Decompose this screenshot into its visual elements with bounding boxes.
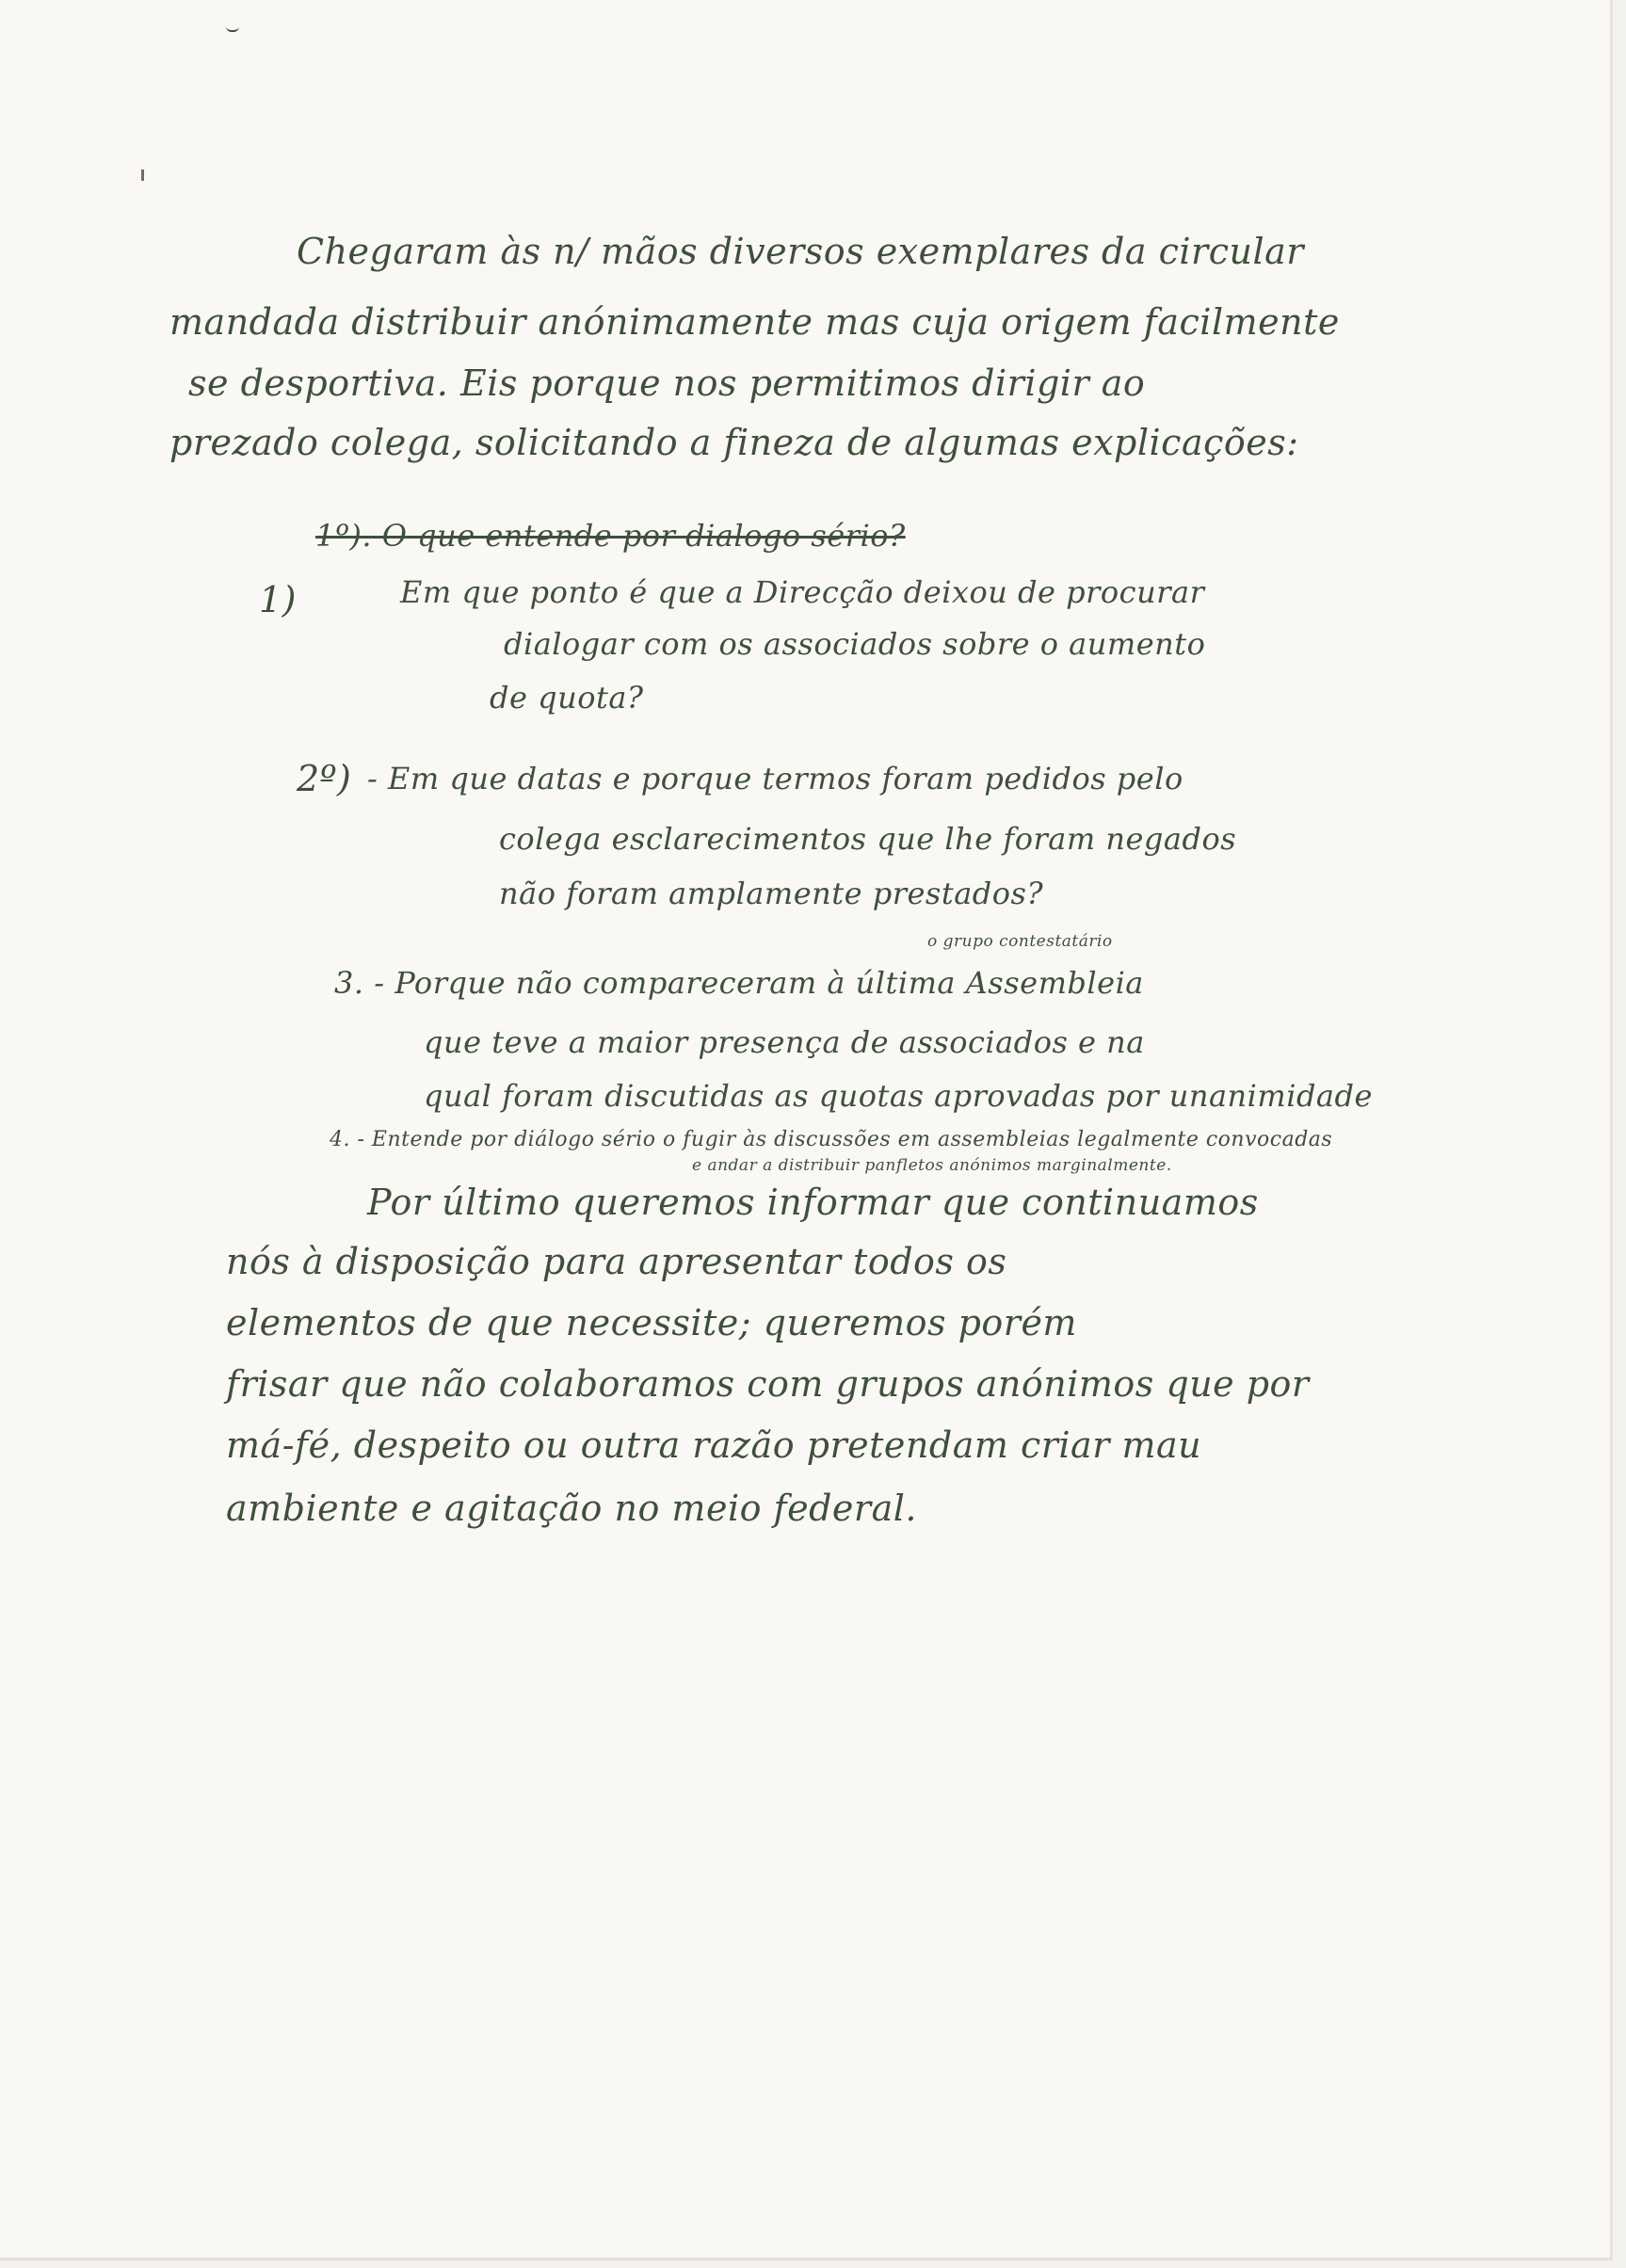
question2-line-1: - Em que datas e porque termos foram pedidos pelo <box>367 761 1183 796</box>
paragraph2-line-5: má-fé, despeito ou outra razão pretendam criar mau <box>226 1424 1202 1466</box>
paragraph2-line-4: frisar que não colaboramos com grupos anónimos que por <box>226 1363 1310 1405</box>
question3-insert: o grupo contestatário <box>927 932 1113 951</box>
question1-line-1: Em que ponto é que a Direcção deixou de procurar <box>400 574 1205 610</box>
paragraph1-line-2: mandada distribuir anónimamente mas cuja origem facilmente <box>169 301 1340 343</box>
paragraph1-line-3: se desportiva. Eis porque nos permitimos dirigir ao <box>188 362 1146 404</box>
question3-line-2: que teve a maior presença de associados e na <box>424 1024 1145 1060</box>
question2-number: 2º) <box>297 758 352 799</box>
paragraph1-line-1: Chegaram às n/ mãos diversos exemplares da circular <box>297 231 1304 272</box>
question1-line-2: dialogar com os associados sobre o aumento <box>504 626 1206 662</box>
stray-mark <box>141 169 144 181</box>
paragraph2-line-2: nós à disposição para apresentar todos os <box>226 1241 1007 1282</box>
stray-mark <box>226 26 239 32</box>
question1-number: 1) <box>259 579 298 620</box>
question3-line-1: 3. - Porque não compareceram à última Assembleia <box>334 965 1144 1001</box>
paragraph1-line-4: prezado colega, solicitando a fineza de algumas explicações: <box>169 422 1299 463</box>
paragraph2-line-3: elementos de que necessite; queremos porém <box>226 1302 1077 1343</box>
paragraph2-line-1: Por último queremos informar que continuamos <box>367 1182 1259 1223</box>
question3-line-3: qual foram discutidas as quotas aprovadas por unanimidade <box>424 1078 1373 1114</box>
paragraph2-line-6: ambiente e agitação no meio federal. <box>226 1488 917 1529</box>
question1-line-3: de quota? <box>490 680 644 716</box>
struck-question: 1º). O que entende por dialogo sério? <box>315 518 906 554</box>
question2-line-3: não foram amplamente prestados? <box>499 876 1044 911</box>
question4-line-2: e andar a distribuir panfletos anónimos marginalmente. <box>692 1156 1172 1175</box>
question2-line-2: colega esclarecimentos que lhe foram negados <box>499 821 1237 857</box>
question4-line-1: 4. - Entende por diálogo sério o fugir às discussões em assembleias legalmente convocadas <box>330 1128 1333 1151</box>
